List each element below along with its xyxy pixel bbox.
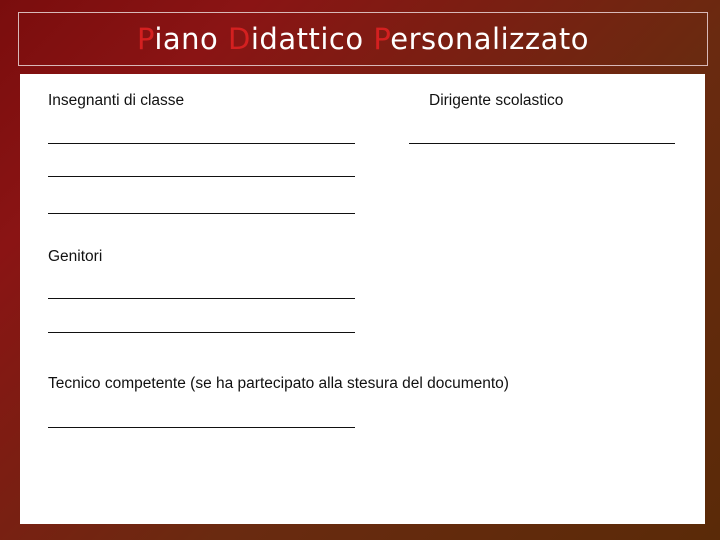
principal-label: Dirigente scolastico xyxy=(429,92,564,109)
title-initial-3: P xyxy=(373,22,391,56)
title-initial-1: P xyxy=(136,22,155,56)
title-word-3 xyxy=(373,22,589,56)
principal-signature-line xyxy=(409,143,675,144)
title-initial-2: D xyxy=(228,22,251,56)
teacher-signature-line-1 xyxy=(48,143,355,144)
parent-signature-line-1 xyxy=(48,298,355,299)
teacher-signature-line-3 xyxy=(48,213,355,214)
title-word-1 xyxy=(137,22,228,56)
technician-label: Tecnico competente (se ha partecipato alla stesura del documento) xyxy=(48,375,509,392)
signature-form xyxy=(20,74,705,524)
title-rest-1: iano xyxy=(154,22,229,56)
parents-label: Genitori xyxy=(48,248,103,265)
parent-signature-line-2 xyxy=(48,332,355,333)
title-rest-3: ersonalizzato xyxy=(390,22,589,56)
technician-signature-line xyxy=(48,427,355,428)
teachers-label: Insegnanti di classe xyxy=(48,92,185,109)
title-rest-2: idattico xyxy=(250,22,374,56)
slide-title xyxy=(18,12,708,66)
title-word-2 xyxy=(228,22,373,56)
teacher-signature-line-2 xyxy=(48,176,355,177)
